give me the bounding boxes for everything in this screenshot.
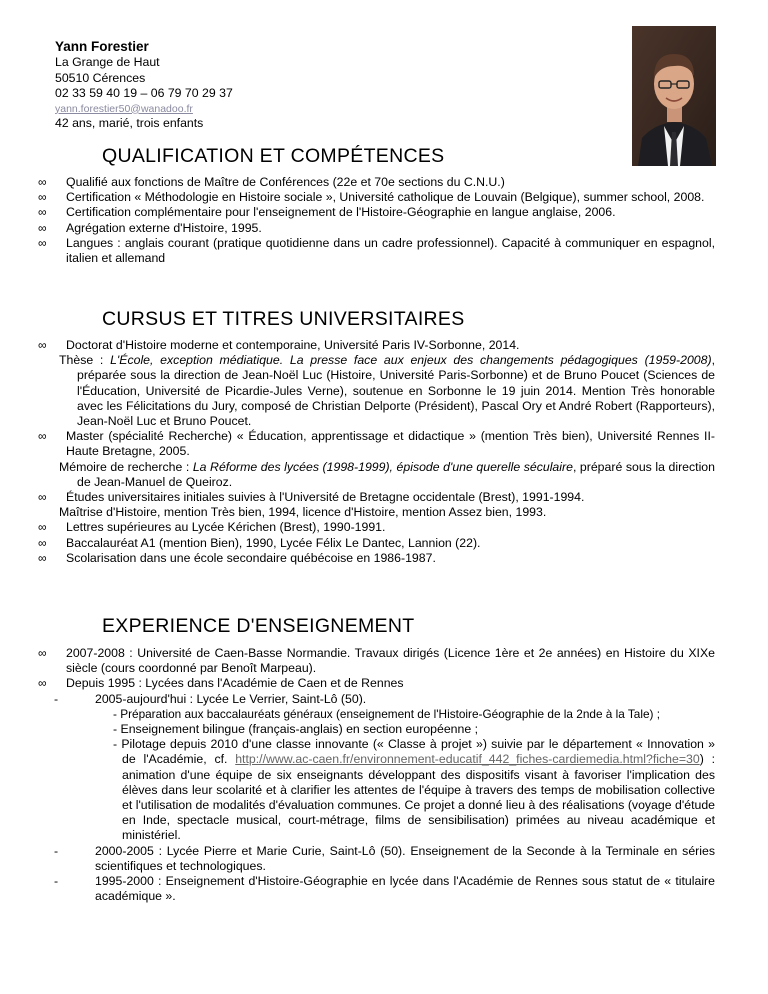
infinity-bullet-icon: ∞ bbox=[38, 175, 47, 189]
doctorat-text: Doctorat d'Histoire moderne et contemporaine, Université Paris IV-Sorbonne, 2014. bbox=[66, 338, 520, 352]
these-rest: , préparée sous la direction de Jean-Noël Luc (Histoire, Université Paris-Sorbonne) et de Bruno Poucet (Sciences de l'Éducation, Université de Picardie-Jules Verne), soutenue en Sorbonne le 19 juin 2014. Mention Très honorable avec les Félicitations du Jury, composé de Christian Delporte (Président), Pascal Ory et André Robert (Rapporteurs), Jean-Noël Luc et Bruno Poucet. bbox=[77, 353, 715, 429]
email-link[interactable]: yann.forestier50@wanadoo.fr bbox=[55, 102, 193, 115]
sub-item-verrier bbox=[54, 691, 715, 707]
experience-university: 2007-2008 : Université de Caen-Basse Normandie. Travaux dirigés (Licence 1ère et 2e années) en Histoire du XIXe siècle (cours coordonné par Benoît Marpeau). bbox=[66, 646, 715, 676]
these-title: L'École, exception médiatique. La presse face aux enjeux des changements pédagogiques (1959-2008) bbox=[110, 353, 712, 368]
detail-preparation: - Préparation aux baccalauréats généraux (enseignement de l'Histoire-Géographie de la 2nde à la Tale) ; bbox=[113, 706, 660, 721]
infinity-bullet-icon: ∞ bbox=[38, 205, 47, 220]
infinity-bullet-icon: ∞ bbox=[38, 535, 47, 550]
list-item bbox=[38, 190, 715, 205]
infinity-bullet-icon: ∞ bbox=[38, 646, 47, 660]
address-line-1: La Grange de Haut bbox=[55, 55, 160, 69]
memoire-rest: , préparé sous la direction de Jean-Manuel de Queiroz. bbox=[77, 459, 715, 489]
qualification-item: Langues : anglais courant (pratique quotidienne dans un cadre professionnel). Capacité à communiquer en espagnol, italien et allemand bbox=[66, 235, 715, 266]
sub-item-text: 2005-aujourd'hui : Lycée Le Verrier, Saint-Lô (50). bbox=[95, 691, 367, 706]
section-title-qualification: QUALIFICATION ET COMPÉTENCES bbox=[102, 145, 445, 167]
list-item bbox=[38, 520, 715, 535]
these-label: Thèse : bbox=[59, 353, 111, 368]
list-item bbox=[38, 205, 715, 220]
list-item bbox=[38, 676, 715, 904]
section-title-cursus: CURSUS ET TITRES UNIVERSITAIRES bbox=[102, 308, 465, 330]
academie-link[interactable]: http://www.ac-caen.fr/environnement-educatif_442_fiches-cardiemedia.html?fiche=30 bbox=[235, 752, 700, 767]
master-text: Master (spécialité Recherche) « Éducation, apprentissage et didactique » (mention Très bien), Université Rennes II-Haute Bretagne, 2005. bbox=[66, 429, 715, 459]
memoire-title: La Réforme des lycées (1998-1999), épisode d'une querelle séculaire bbox=[192, 459, 573, 474]
cursus-list bbox=[38, 338, 715, 566]
dash-bullet-icon: - bbox=[54, 691, 59, 706]
these-details bbox=[55, 353, 715, 429]
qualification-item: Agrégation externe d'Histoire, 1995. bbox=[66, 220, 262, 235]
qualification-item: Certification « Méthodologie en Histoire sociale », Université catholique de Louvain (Belgique), summer school, 2008. bbox=[66, 190, 705, 205]
qualification-list bbox=[38, 175, 715, 266]
infinity-bullet-icon: ∞ bbox=[38, 550, 47, 565]
bac-text: Baccalauréat A1 (mention Bien), 1990, Lycée Félix Le Dantec, Lannion (22). bbox=[66, 535, 481, 550]
infinity-bullet-icon: ∞ bbox=[38, 220, 47, 235]
infinity-bullet-icon: ∞ bbox=[38, 676, 47, 691]
sub-item-curie bbox=[54, 843, 715, 874]
sub-item-rennes bbox=[54, 874, 715, 904]
infinity-bullet-icon: ∞ bbox=[38, 429, 47, 444]
list-item bbox=[38, 235, 715, 266]
experience-lycees: Depuis 1995 : Lycées dans l'Académie de Caen et de Rennes bbox=[66, 676, 404, 691]
list-item bbox=[38, 429, 715, 490]
maitrise-text: Maîtrise d'Histoire, mention Très bien, 1994, licence d'Histoire, mention Assez bien, 1993. bbox=[59, 505, 547, 520]
phone-numbers: 02 33 59 40 19 – 06 79 70 29 37 bbox=[55, 86, 233, 100]
list-item bbox=[38, 220, 715, 236]
detail-pilotage bbox=[66, 737, 715, 843]
infinity-bullet-icon: ∞ bbox=[38, 520, 47, 535]
section-cursus bbox=[38, 307, 715, 566]
list-item bbox=[38, 646, 715, 676]
lettres-text: Lettres supérieures au Lycée Kérichen (Brest), 1990-1991. bbox=[66, 520, 386, 535]
detail-bilingue: - Enseignement bilingue (français-anglais) en section européenne ; bbox=[113, 722, 479, 737]
list-item bbox=[38, 338, 715, 429]
list-item bbox=[38, 490, 715, 520]
list-item bbox=[38, 550, 715, 566]
qualification-item: Certification complémentaire pour l'enseignement de l'Histoire-Géographie en langue anglaise, 2006. bbox=[66, 205, 616, 220]
dash-bullet-icon: - bbox=[54, 874, 59, 889]
infinity-bullet-icon: ∞ bbox=[38, 338, 47, 352]
etudes-text: Études universitaires initiales suivies à l'Université de Bretagne occidentale (Brest), 1991-1994. bbox=[66, 490, 585, 505]
section-title-experience: EXPERIENCE D'ENSEIGNEMENT bbox=[102, 615, 415, 637]
person-name: Yann Forestier bbox=[55, 39, 149, 54]
section-experience bbox=[38, 614, 715, 904]
sub-item-text: 2000-2005 : Lycée Pierre et Marie Curie, Saint-Lô (50). Enseignement de la Seconde à la Terminale en séries scientifiques et technologiques. bbox=[95, 843, 715, 873]
address-line-2: 50510 Cérences bbox=[55, 70, 146, 85]
personal-status: 42 ans, marié, trois enfants bbox=[55, 115, 204, 130]
pilotage-text-b: ) : animation d'une équipe de six enseignants développant des dispositifs visant à favoriser l'implication des élèves dans leur scolarité et à clarifier les attentes de l'équipe à travers des temps de mobilisation collective et l'utilisation de modalités d'évaluation communes. Ce projet a donné lieu à des réalisations (voyage d'étude en Inde, spectacle musical, court-métrage, films de sensibilisation) primées au niveau académique et ministériel. bbox=[122, 752, 715, 843]
infinity-bullet-icon: ∞ bbox=[38, 190, 47, 205]
sub-item-text: 1995-2000 : Enseignement d'Histoire-Géographie en lycée dans l'Académie de Rennes sous statut de « titulaire académique ». bbox=[95, 874, 715, 904]
scolarisation-text: Scolarisation dans une école secondaire québécoise en 1986-1987. bbox=[66, 550, 436, 565]
section-qualification bbox=[38, 144, 715, 266]
infinity-bullet-icon: ∞ bbox=[38, 235, 47, 250]
dash-bullet-icon: - bbox=[54, 843, 59, 858]
list-item bbox=[38, 535, 715, 551]
qualification-item: Qualifié aux fonctions de Maître de Conférences (22e et 70e sections du C.N.U.) bbox=[66, 175, 505, 189]
contact-header bbox=[55, 38, 475, 131]
experience-list bbox=[38, 646, 715, 904]
memoire-details bbox=[55, 460, 715, 490]
list-item bbox=[38, 175, 715, 190]
memoire-label: Mémoire de recherche : bbox=[59, 459, 193, 474]
infinity-bullet-icon: ∞ bbox=[38, 490, 47, 505]
pilotage-text-a: - Pilotage depuis 2010 d'une classe innovante (« Classe à projet ») suivie par le département « Innovation » de l'Académie, cf. bbox=[113, 737, 715, 767]
